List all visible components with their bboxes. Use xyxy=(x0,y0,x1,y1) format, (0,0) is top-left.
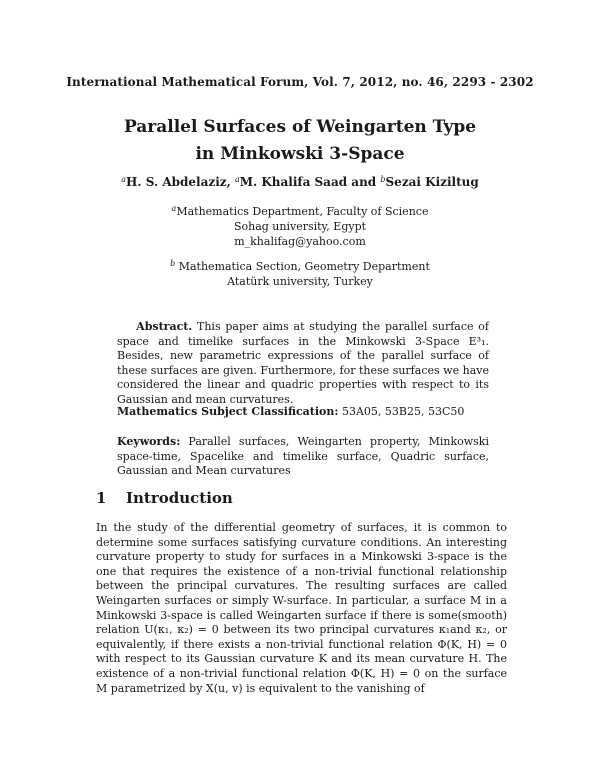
intro-paragraph: In the study of the differential geometry of surfaces, it is common to determine some surfaces satisfying curvature conditions. An interesting curvature property to study for surfaces in a Minkowski 3-space is the one that requires the existence of a non-trivial functional relationship between the principal curvatures. The resulting surfaces are called Weingarten surfaces or simply W-surface. In particular, a surface M in a Minkowski 3-space is called Weingarten surface if there is some(smooth) relation U(κ₁, κ₂) = 0 between its two principal curvatures κ₁and κ₂, or equivalently, if there exists a non-trivial functional relation Φ(K, H) = 0 with respect to its Gaussian curvature K and its mean curvature H. The existence of a non-trivial functional relation Φ(K, H) = 0 on the surface M parametrized by X(u, v) is equivalent to the vanishing of xyxy=(96,521,507,695)
author-1: H. S. Abdelaziz, xyxy=(126,175,231,189)
abstract-label: Abstract. xyxy=(136,320,193,333)
paper-title-line1: Parallel Surfaces of Weingarten Type xyxy=(123,117,477,137)
journal-header: International Mathematical Forum, Vol. 7, 2012, no. 46, 2293 - 2302 xyxy=(66,75,534,89)
section-title: Introduction xyxy=(126,489,233,507)
affiliation-marker: a xyxy=(234,175,240,184)
affiliation-marker: a xyxy=(171,204,177,213)
affiliation-b-univ: Atatürk university, Turkey xyxy=(227,275,373,288)
affiliation-marker: b xyxy=(170,259,176,268)
affiliation-a xyxy=(0,204,600,249)
section-number: 1 xyxy=(96,489,107,507)
affiliation-a-univ: Sohag university, Egypt xyxy=(233,220,367,233)
keywords-label: Keywords: xyxy=(117,435,181,448)
author-2: M. Khalifa Saad and xyxy=(239,175,377,189)
keywords-text: Parallel surfaces, Weingarten property, Minkowski space-time, Spacelike and timelike surface, Quadric surface, Gaussian and Mean curvatures xyxy=(117,435,489,477)
msc-label: Mathematics Subject Classification: xyxy=(117,405,339,418)
paper-title-line2: in Minkowski 3-Space xyxy=(195,144,405,164)
affiliation-a-email: m_khalifag@yahoo.com xyxy=(234,235,366,248)
keywords xyxy=(117,435,489,479)
section-heading xyxy=(96,489,233,507)
affiliation-marker: a xyxy=(121,175,127,184)
affiliation-b xyxy=(0,259,600,289)
affiliation-a-dept: Mathematics Department, Faculty of Science xyxy=(176,205,429,218)
author-list xyxy=(0,175,600,189)
msc-codes: 53A05, 53B25, 53C50 xyxy=(341,405,465,418)
abstract xyxy=(117,320,489,407)
abstract-text: This paper aims at studying the parallel surface of space and timelike surfaces in the Minkowski 3-Space E³₁. Besides, new parametric expressions of the parallel surface of these surfaces are given. Furthermore, for these surfaces we have considered the linear and quadric properties with respect to its Gaussian and mean curvatures. xyxy=(117,320,489,406)
affiliation-b-dept: Mathematica Section, Geometry Department xyxy=(178,260,430,273)
affiliation-marker: b xyxy=(380,175,386,184)
subject-classification xyxy=(117,405,489,418)
author-3: Sezai Kiziltug xyxy=(385,175,479,189)
